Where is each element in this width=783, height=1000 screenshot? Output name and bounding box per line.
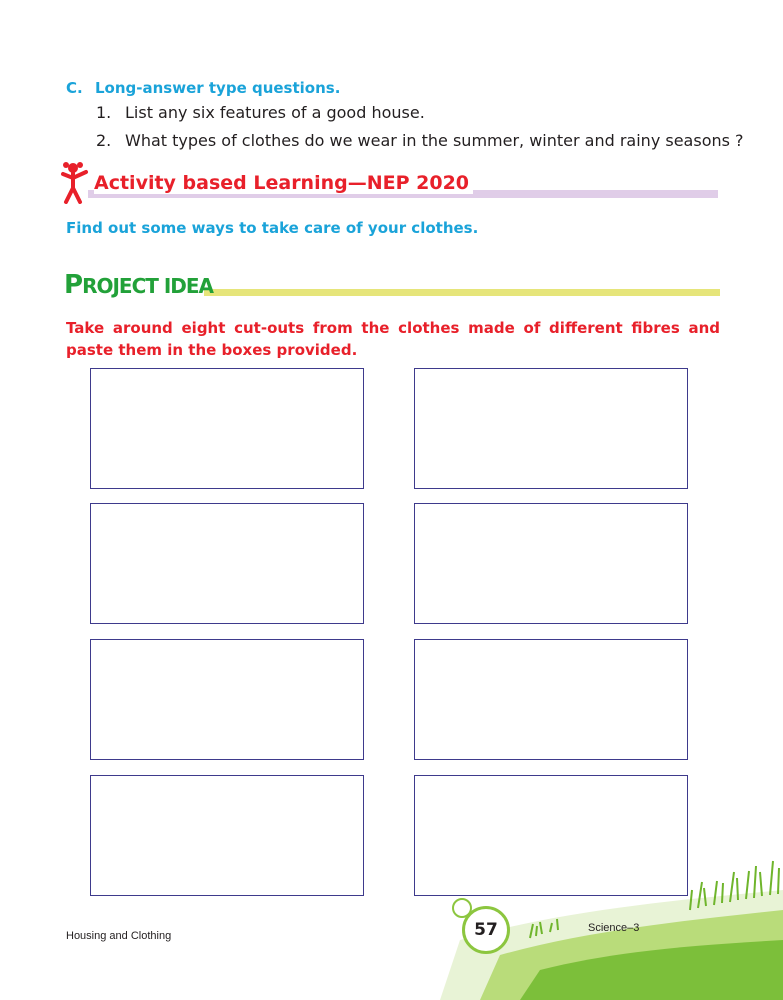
- project-banner: [64, 270, 720, 302]
- activity-banner: [60, 160, 720, 204]
- paste-box[interactable]: [90, 368, 364, 489]
- paste-box[interactable]: [90, 503, 364, 624]
- page-number: 57: [462, 906, 510, 954]
- question-text: What types of clothes do we wear in the summer, winter and rainy seasons ?: [125, 131, 744, 150]
- section-c-heading: [66, 78, 340, 97]
- question-number: 1.: [96, 103, 112, 122]
- project-instruction: Take around eight cut-outs from the clothes made of different fibres and paste them in the boxes provided.: [66, 319, 720, 359]
- paste-box[interactable]: [414, 639, 688, 760]
- section-letter: C.: [66, 79, 83, 97]
- paste-box[interactable]: [90, 639, 364, 760]
- section-title: Long-answer type questions.: [95, 79, 341, 97]
- question-item: [96, 103, 425, 122]
- paste-box[interactable]: [414, 503, 688, 624]
- chapter-name: Housing and Clothing: [66, 930, 172, 942]
- project-underline: [204, 289, 720, 296]
- book-name: Science–3: [588, 922, 640, 934]
- paste-box[interactable]: [414, 368, 688, 489]
- question-text: List any six features of a good house.: [125, 103, 425, 122]
- question-number: 2.: [96, 131, 112, 150]
- activity-title: Activity based Learning—NEP 2020: [94, 172, 473, 194]
- project-title: PROJECT IDEA: [64, 270, 214, 300]
- child-figure-icon: [60, 160, 96, 204]
- activity-prompt: Find out some ways to take care of your clothes.: [66, 219, 479, 237]
- paste-box[interactable]: [90, 775, 364, 896]
- question-item: [96, 131, 744, 150]
